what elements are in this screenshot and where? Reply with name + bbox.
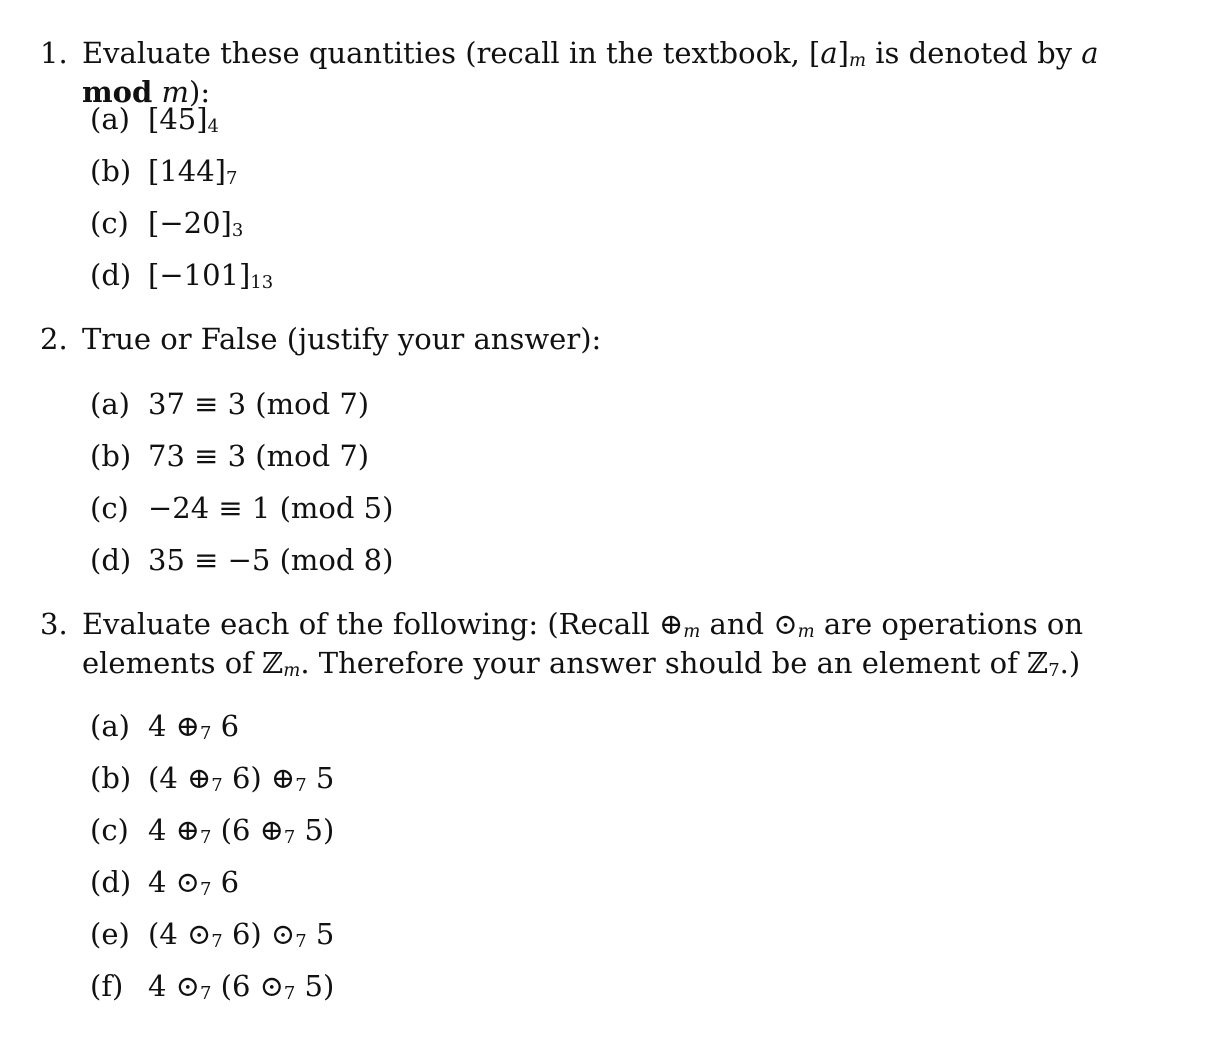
math-expression: (4 $⊙_7$ 6) $⊙_7$ 5 bbox=[148, 917, 335, 953]
question-1-items bbox=[90, 99, 273, 307]
math-expression: 4 $\oplus_7$ (6 $\oplus_7$ 5) bbox=[148, 813, 335, 849]
list-item: (b) 73 ≡ 3 (mod 7) bbox=[90, 436, 393, 488]
math-expression: 4 $\oplus_7$ 6 bbox=[148, 709, 240, 745]
list-item: (c) $[-20]_3$ bbox=[90, 203, 273, 255]
math-expression: 73 ≡ 3 (mod 7) bbox=[148, 439, 370, 473]
question-number: 1. bbox=[40, 36, 68, 70]
list-item: (d) 4 $⊙_7$ 6 bbox=[90, 862, 334, 914]
list-item: (d) $[-101]_{13}$ bbox=[90, 255, 273, 307]
list-item: (a) $[45]_4$ bbox=[90, 99, 273, 151]
list-item: (b) $[144]_7$ bbox=[90, 151, 273, 203]
question-number: 3. bbox=[40, 607, 68, 641]
math-expression: $[-20]_3$ bbox=[148, 206, 244, 242]
question-3 bbox=[40, 605, 1170, 683]
question-2-items bbox=[90, 384, 393, 592]
list-item: (c) 4 $\oplus_7$ (6 $\oplus_7$ 5) bbox=[90, 810, 334, 862]
math-expression: $[45]_4$ bbox=[148, 102, 219, 138]
list-item: (e) (4 $⊙_7$ 6) $⊙_7$ 5 bbox=[90, 914, 334, 966]
math-expression: 35 ≡ −5 (mod 8) bbox=[148, 543, 394, 577]
math-expression: (4 $\oplus_7$ 6) $\oplus_7$ 5 bbox=[148, 761, 335, 797]
list-item: (a) 4 $\oplus_7$ 6 bbox=[90, 706, 334, 758]
question-number: 2. bbox=[40, 322, 68, 356]
question-text: True or False (justify your answer): bbox=[82, 322, 602, 356]
question-text: Evaluate each of the following: (Recall $\oplus_m$ and $⊙_m$ are operations on elements of ℤ$_m$. Therefore your answer should be an element of ℤ$_7$.) bbox=[82, 607, 1084, 682]
math-expression: 4 $⊙_7$ (6 $⊙_7$ 5) bbox=[148, 969, 335, 1005]
question-2 bbox=[40, 320, 1170, 359]
question-text: Evaluate these quantities (recall in the textbook, $[a]_m$ is denoted by a mod m): bbox=[82, 36, 1099, 109]
list-item: (d) 35 ≡ −5 (mod 8) bbox=[90, 540, 393, 592]
math-expression: $[144]_7$ bbox=[148, 154, 238, 190]
math-expression: 4 $⊙_7$ 6 bbox=[148, 865, 240, 901]
math-expression: 37 ≡ 3 (mod 7) bbox=[148, 387, 370, 421]
list-item: (a) 37 ≡ 3 (mod 7) bbox=[90, 384, 393, 436]
math-expression: −24 ≡ 1 (mod 5) bbox=[148, 491, 394, 525]
math-expression: $[-101]_{13}$ bbox=[148, 258, 274, 294]
list-item: (b) (4 $\oplus_7$ 6) $\oplus_7$ 5 bbox=[90, 758, 334, 810]
question-3-items bbox=[90, 706, 334, 1018]
list-item: (c) −24 ≡ 1 (mod 5) bbox=[90, 488, 393, 540]
list-item: (f) 4 $⊙_7$ (6 $⊙_7$ 5) bbox=[90, 966, 334, 1018]
